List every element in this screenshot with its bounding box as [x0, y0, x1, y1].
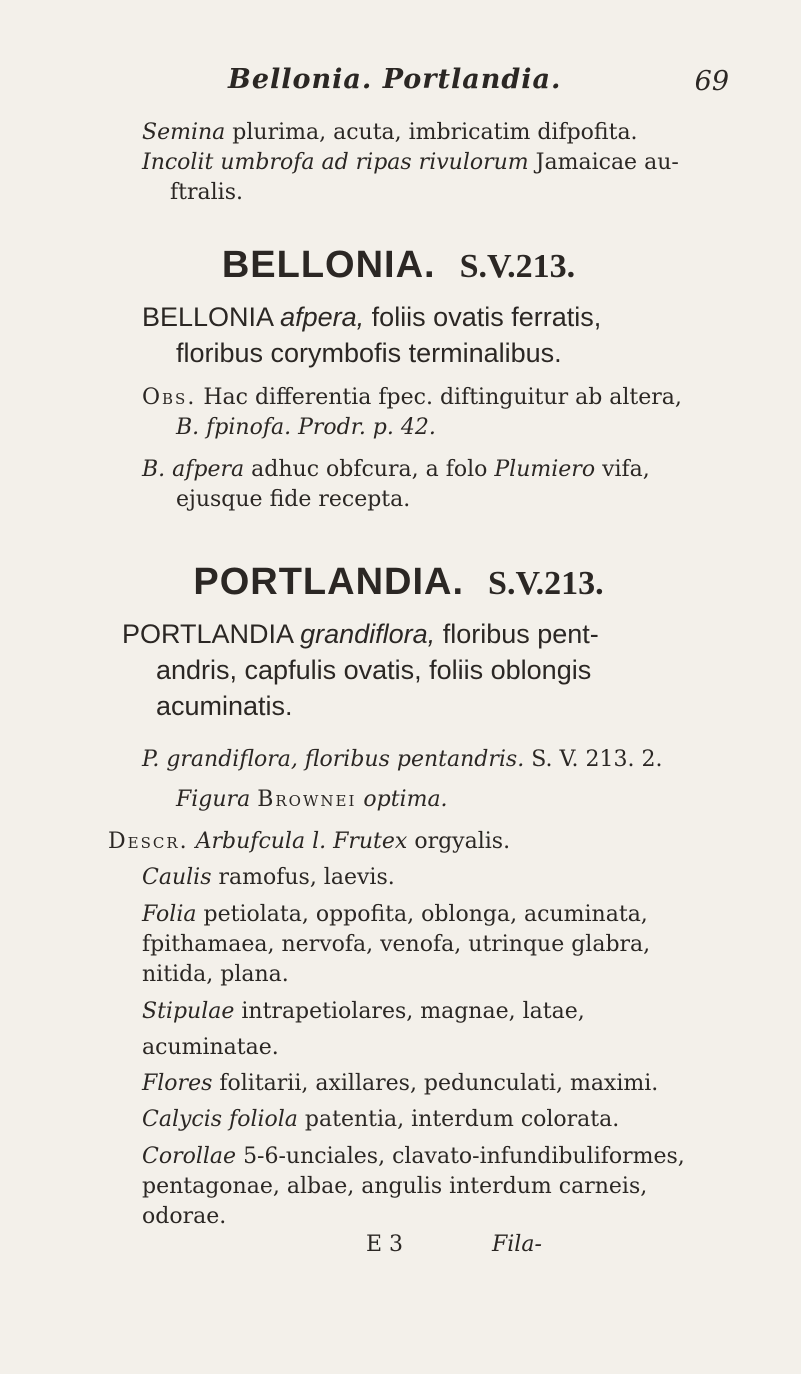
preceding-entry — [108, 118, 689, 208]
bellonia-diag-line1 — [142, 299, 689, 335]
caulis-label: Caulis — [142, 865, 212, 890]
syn-ref: S. V. 213. 2. — [531, 747, 663, 772]
obs-label: Obs. — [142, 385, 197, 410]
bellonia-note-line1 — [142, 455, 689, 485]
corollae-block — [108, 1142, 689, 1232]
obs-reference: B. fpinofa. Prodr. p. 42. — [176, 415, 436, 440]
portlandia-diag-line3: acuminatis. — [156, 691, 293, 721]
portlandia-diag-rest: floribus pent- — [442, 619, 599, 649]
optima-label: optima. — [363, 787, 448, 812]
bellonia-diagnosis — [142, 299, 689, 371]
flores-label: Flores — [142, 1071, 213, 1096]
b-aspera-label: B. afpera — [142, 457, 245, 482]
incolit-text: Jamaicae au- — [535, 150, 679, 175]
portlandia-diag-species: grandiflora, — [300, 619, 436, 649]
semina-label: Semina — [142, 120, 226, 145]
stipulae-label: Stipulae — [142, 999, 235, 1024]
incolit-text-2: ftralis. — [170, 180, 243, 205]
folia-line3: nitida, plana. — [142, 962, 289, 987]
portlandia-syn-line1 — [142, 740, 689, 780]
bellonia-heading-text: BELLONIA. — [221, 244, 436, 286]
incolit-line — [108, 148, 689, 178]
portlandia-diag-line1 — [122, 616, 689, 652]
calycis-label: Calycis foliola — [142, 1107, 298, 1132]
corollae-line1 — [142, 1142, 689, 1172]
b-aspera-text-end: vifa, — [602, 457, 650, 482]
portlandia-heading — [108, 561, 689, 604]
running-head-title: Bellonia. Portlandia. — [228, 64, 562, 95]
bellonia-obs-line1 — [142, 383, 689, 413]
page-footer — [108, 1232, 689, 1272]
semina-line — [108, 118, 689, 148]
descr-label: Descr. — [108, 829, 189, 854]
descr-line — [108, 824, 689, 860]
running-head — [108, 60, 729, 112]
portlandia-synonymy — [142, 740, 689, 820]
figura-label: Figura — [176, 787, 251, 812]
browne-name: Brownei — [257, 787, 357, 812]
portlandia-sv: S.V.213. — [488, 565, 604, 602]
corollae-label: Corollae — [142, 1144, 237, 1169]
catchword: Fila- — [492, 1232, 542, 1257]
obs-text: Hac differentia fpec. diftinguitur ab altera, — [203, 385, 682, 410]
flores-text: folitarii, axillares, pedunculati, maximi. — [219, 1071, 659, 1096]
folia-line2: fpithamaea, nervofa, venofa, utrinque glabra, — [142, 932, 651, 957]
bellonia-diag-genus: BELLONIA — [142, 302, 273, 332]
corollae-text-1: 5-6-unciales, clavato-infundibuliformes, — [243, 1144, 685, 1169]
folia-text-1: petiolata, oppofita, oblonga, acuminata, — [203, 902, 648, 927]
calycis-line — [108, 1102, 689, 1138]
corollae-line2: pentagonae, albae, angulis interdum carneis, — [142, 1174, 648, 1199]
syn-name: P. grandiflora, floribus pentandris. — [142, 747, 525, 772]
stipulae-text: intrapetiolares, magnae, latae, acuminatae. — [142, 999, 585, 1060]
folia-line1 — [142, 900, 689, 930]
bellonia-note-line2: ejusque fide recepta. — [176, 487, 411, 512]
portlandia-heading-text: PORTLANDIA. — [193, 561, 465, 603]
portlandia-description — [108, 824, 689, 1232]
flores-line — [108, 1066, 689, 1102]
bellonia-diag-rest: foliis ovatis ferratis, — [371, 302, 602, 332]
calycis-text: patentia, interdum colorata. — [304, 1107, 620, 1132]
corollae-line3: odorae. — [142, 1204, 227, 1229]
bellonia-note — [142, 455, 689, 515]
page-number: 69 — [694, 66, 729, 97]
signature-mark: E 3 — [366, 1232, 404, 1257]
folia-label: Folia — [142, 902, 197, 927]
portlandia-diag-genus: PORTLANDIA — [122, 619, 293, 649]
bellonia-obs-line2 — [142, 413, 689, 443]
bellonia-sv: S.V.213. — [459, 248, 576, 285]
bellonia-section — [108, 244, 689, 515]
portlandia-diag-line2: andris, capfulis ovatis, foliis oblongis — [156, 655, 592, 685]
caulis-text: ramofus, laevis. — [218, 865, 395, 890]
plumiero-name: Plumiero — [494, 457, 596, 482]
descr-rest: orgyalis. — [414, 829, 511, 854]
bellonia-heading — [108, 244, 689, 287]
caulis-line — [108, 860, 689, 896]
portlandia-syn-line2 — [142, 780, 689, 820]
folia-block — [108, 900, 689, 990]
descr-italic: Arbufcula l. Frutex — [195, 829, 408, 854]
bellonia-diag-species: afpera, — [280, 302, 365, 332]
portlandia-diagnosis — [122, 616, 689, 724]
bellonia-obs — [142, 383, 689, 443]
portlandia-section — [108, 561, 689, 1272]
bellonia-diag-line2: floribus corymbofis terminalibus. — [176, 338, 562, 368]
b-aspera-text: adhuc obfcura, a folo — [251, 457, 488, 482]
semina-text: plurima, acuta, imbricatim difpofita. — [232, 120, 638, 145]
incolit-line-2 — [108, 178, 689, 208]
incolit-label: Incolit umbrofa ad ripas rivulorum — [142, 150, 529, 175]
stipulae-line — [108, 994, 689, 1066]
